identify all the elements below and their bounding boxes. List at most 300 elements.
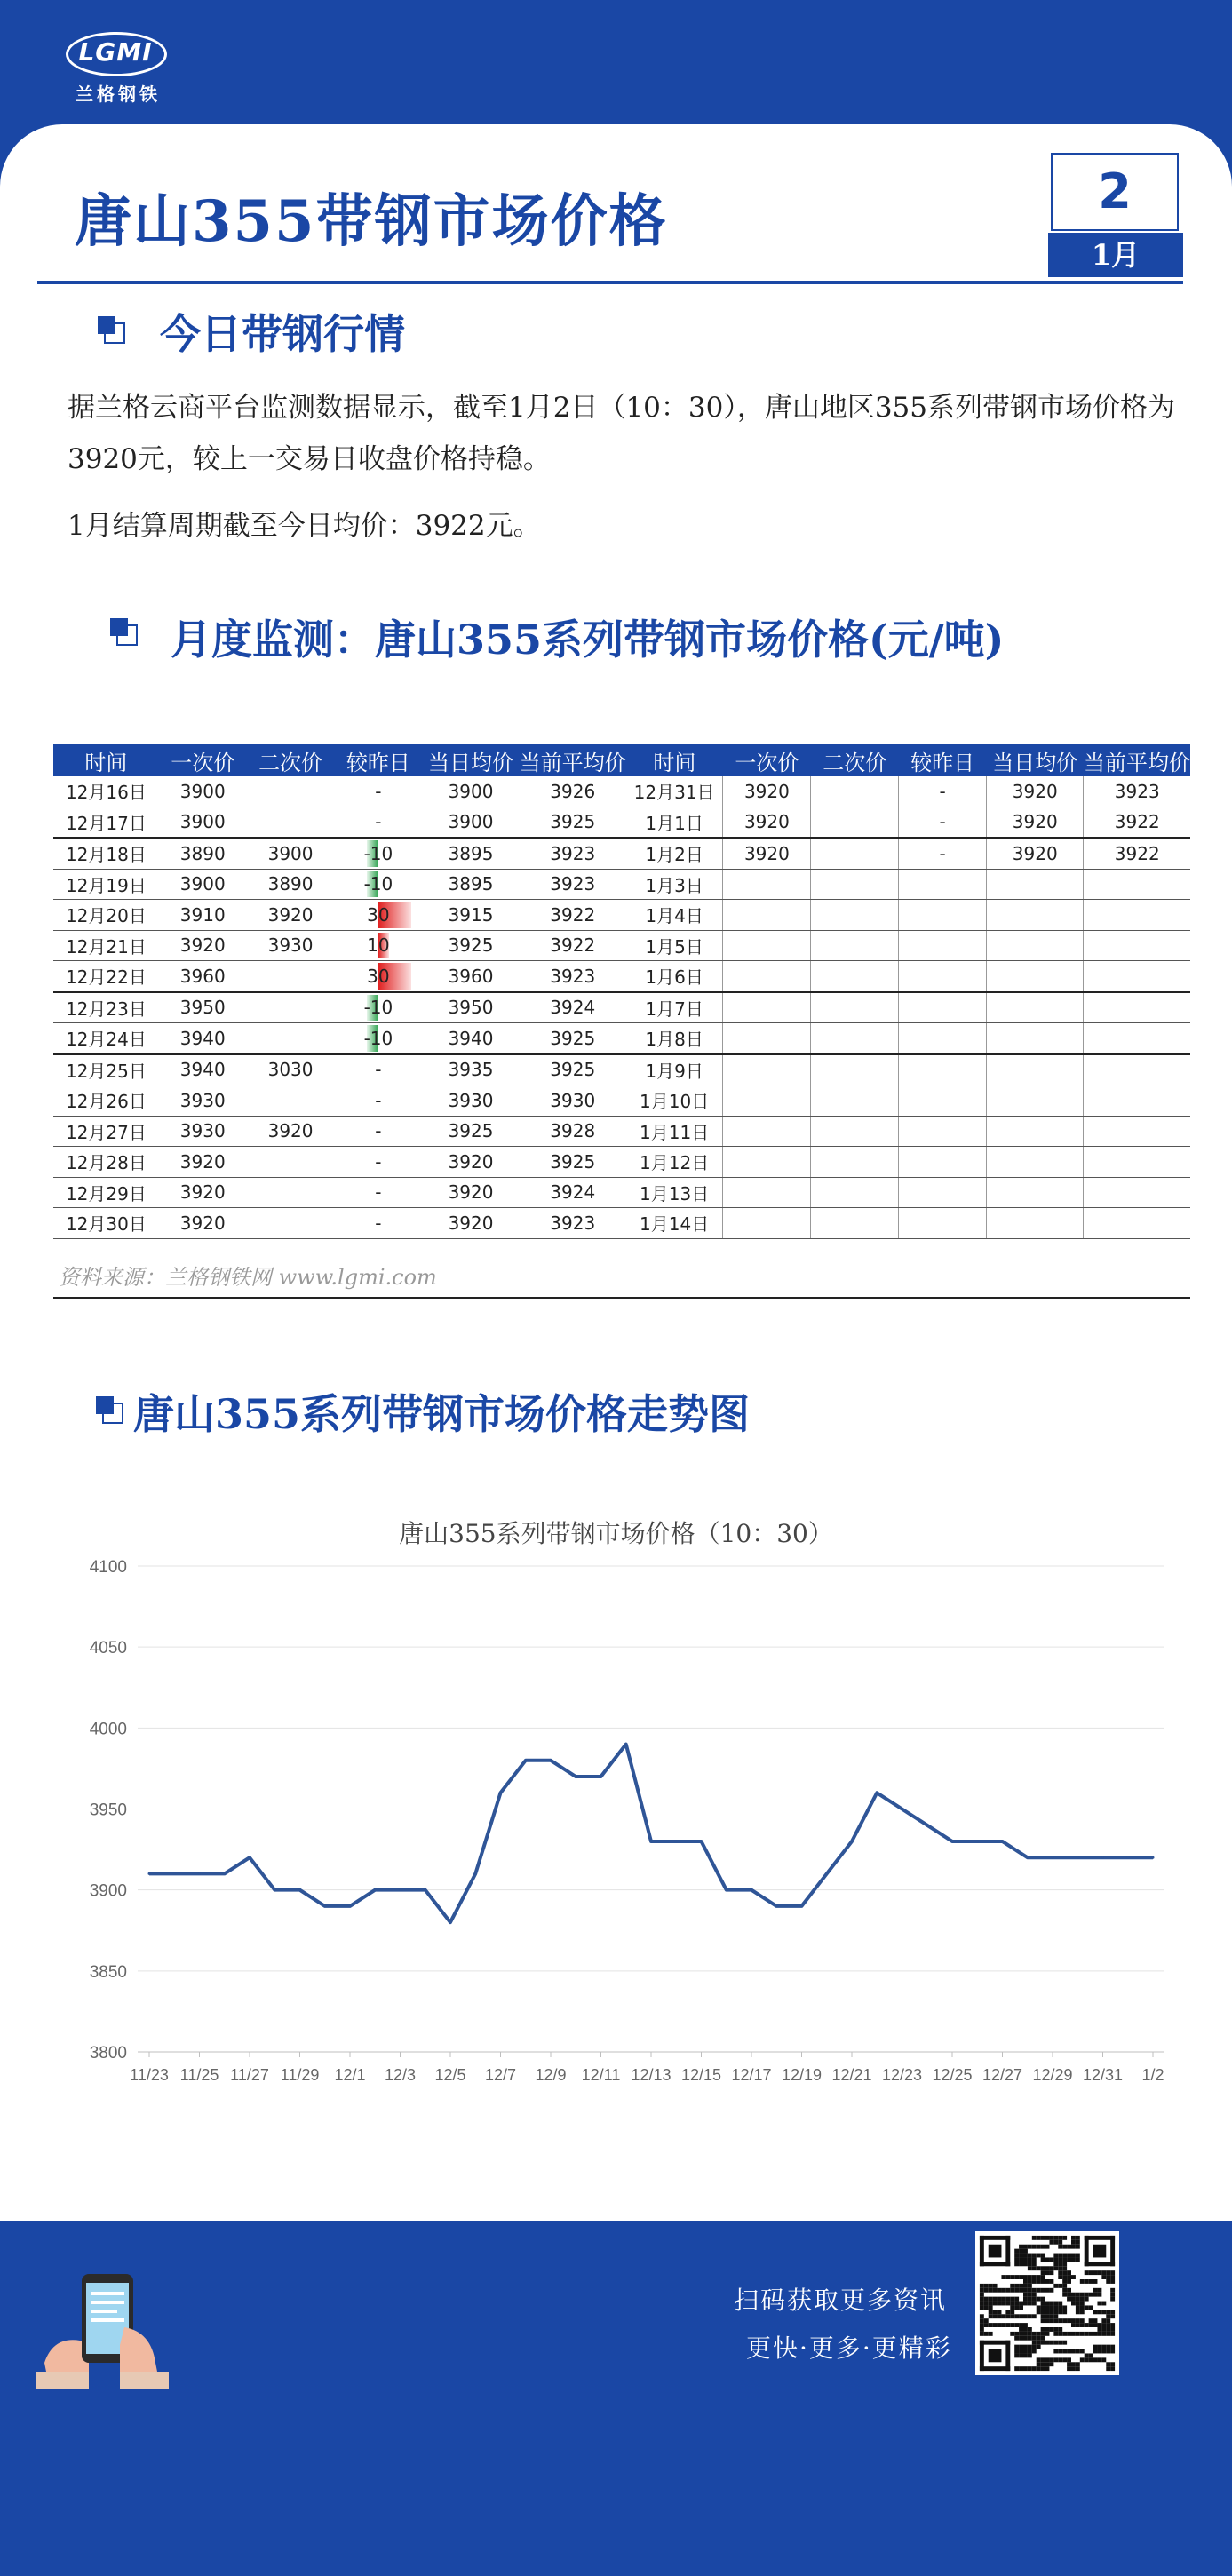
x-tick-label: 12/21 bbox=[831, 2066, 872, 2084]
x-tick-label: 11/23 bbox=[130, 2066, 169, 2084]
table-cell: 3922 bbox=[520, 930, 626, 961]
table-cell: 3920 bbox=[247, 1116, 335, 1147]
chart-title: 唐山355系列带钢市场价格（10：30） bbox=[399, 1519, 833, 1548]
table-cell: 12月25日 bbox=[53, 1054, 159, 1085]
price-point bbox=[1026, 1856, 1029, 1859]
table-row bbox=[53, 1177, 1190, 1208]
table-cell: 3900 bbox=[159, 807, 247, 838]
table-cell: 12月20日 bbox=[53, 900, 159, 931]
section-bullet-icon bbox=[98, 316, 123, 341]
table-cell: 3924 bbox=[520, 1177, 626, 1208]
table-row bbox=[53, 776, 1190, 807]
logo-text: LGMI bbox=[78, 37, 153, 67]
table-row bbox=[53, 900, 1190, 931]
price-series-line bbox=[149, 1745, 1153, 1923]
price-point bbox=[1077, 1856, 1079, 1859]
section-monthly-title: 月度监测：唐山355系列带钢市场价格(元/吨) bbox=[171, 616, 1005, 664]
section-bullet-icon bbox=[96, 1396, 121, 1421]
table-header-cell: 较昨日 bbox=[899, 744, 987, 776]
price-point bbox=[725, 1888, 727, 1891]
table-cell: - bbox=[334, 1177, 422, 1208]
table-cell: 1月9日 bbox=[626, 1054, 723, 1085]
table-cell: 3930 bbox=[520, 1085, 626, 1117]
table-cell: 3900 bbox=[159, 776, 247, 807]
table-cell bbox=[899, 1085, 987, 1117]
table-cell bbox=[723, 1177, 811, 1208]
table-cell bbox=[247, 776, 335, 807]
table-cell: 10 bbox=[334, 930, 422, 961]
table-cell: 12月16日 bbox=[53, 776, 159, 807]
table-cell: 3890 bbox=[247, 869, 335, 900]
table-cell: 1月12日 bbox=[626, 1147, 723, 1178]
qr-code-icon[interactable] bbox=[975, 2231, 1119, 2375]
table-header-cell: 当前平均价 bbox=[520, 744, 626, 776]
section-trend-title: 唐山355系列带钢市场价格走势图 bbox=[133, 1390, 751, 1438]
table-cell bbox=[899, 961, 987, 992]
price-point bbox=[926, 1824, 928, 1826]
table-cell bbox=[723, 1147, 811, 1178]
table-cell: 1月11日 bbox=[626, 1116, 723, 1147]
table-cell bbox=[723, 961, 811, 992]
x-tick-label: 12/15 bbox=[680, 2066, 722, 2084]
table-cell bbox=[811, 930, 899, 961]
table-cell: - bbox=[899, 807, 987, 838]
table-cell: 12月22日 bbox=[53, 961, 159, 992]
table-row bbox=[53, 992, 1190, 1023]
table-cell bbox=[811, 1177, 899, 1208]
price-point bbox=[1126, 1856, 1129, 1859]
table-cell bbox=[1084, 930, 1190, 961]
table-cell: -10 bbox=[334, 992, 422, 1023]
table-cell: 1月1日 bbox=[626, 807, 723, 838]
market-summary: 据兰格云商平台监测数据显示，截至1月2日（10：30），唐山地区355系列带钢市场价格为3920元，较上一交易日收盘价格持稳。 bbox=[68, 392, 1176, 475]
monthly-average: 1月结算周期截至今日均价：3922元。 bbox=[68, 510, 541, 542]
table-cell bbox=[723, 900, 811, 931]
table-cell: -10 bbox=[334, 1023, 422, 1054]
price-point bbox=[675, 1840, 678, 1842]
price-point bbox=[751, 1888, 753, 1891]
page-title: 唐山355带钢市场价格 bbox=[75, 188, 668, 255]
table-cell: 3922 bbox=[1084, 807, 1190, 838]
table-row bbox=[53, 1085, 1190, 1117]
table-cell: 3923 bbox=[520, 869, 626, 900]
table-cell bbox=[811, 1054, 899, 1085]
table-cell bbox=[987, 1116, 1084, 1147]
table-cell bbox=[899, 1208, 987, 1239]
table-cell: 3923 bbox=[520, 1208, 626, 1239]
table-cell: 3940 bbox=[159, 1023, 247, 1054]
y-tick-label: 3950 bbox=[89, 1801, 127, 1820]
table-cell bbox=[723, 1085, 811, 1117]
table-cell: 3900 bbox=[159, 869, 247, 900]
table-cell: 3930 bbox=[159, 1116, 247, 1147]
table-cell: 30 bbox=[334, 900, 422, 931]
x-tick-label: 12/25 bbox=[932, 2066, 973, 2084]
table-cell bbox=[811, 1023, 899, 1054]
y-tick-label: 4100 bbox=[89, 1558, 127, 1577]
table-cell: 3940 bbox=[422, 1023, 519, 1054]
table-cell: 1月2日 bbox=[626, 838, 723, 869]
title-divider bbox=[37, 281, 1183, 284]
table-cell: 12月24日 bbox=[53, 1023, 159, 1054]
table-cell: 3920 bbox=[987, 776, 1084, 807]
table-cell: 3915 bbox=[422, 900, 519, 931]
table-cell bbox=[1084, 900, 1190, 931]
table-cell: 1月4日 bbox=[626, 900, 723, 931]
table-cell: 1月14日 bbox=[626, 1208, 723, 1239]
table-cell bbox=[987, 900, 1084, 931]
x-tick-label: 12/11 bbox=[581, 2066, 621, 2084]
x-tick-label: 12/23 bbox=[881, 2066, 923, 2084]
price-table bbox=[53, 744, 1190, 1239]
table-cell: - bbox=[334, 1116, 422, 1147]
table-row bbox=[53, 807, 1190, 838]
table-cell bbox=[987, 1023, 1084, 1054]
table-cell bbox=[1084, 992, 1190, 1023]
footer-slogan: 更快·更多·更精彩 bbox=[746, 2334, 952, 2363]
table-cell: 3910 bbox=[159, 900, 247, 931]
price-point bbox=[148, 1872, 151, 1875]
table-cell bbox=[247, 992, 335, 1023]
date-day: 2 bbox=[1051, 153, 1179, 231]
table-header-cell: 当日均价 bbox=[422, 744, 519, 776]
table-cell bbox=[987, 1177, 1084, 1208]
table-cell bbox=[987, 930, 1084, 961]
table-cell: 3920 bbox=[247, 900, 335, 931]
price-point bbox=[499, 1792, 502, 1794]
lgmi-logo bbox=[62, 28, 169, 108]
table-cell bbox=[1084, 1085, 1190, 1117]
price-point bbox=[775, 1904, 778, 1907]
table-cell: 3920 bbox=[422, 1147, 519, 1178]
y-tick-label: 3900 bbox=[89, 1881, 127, 1901]
table-cell: 3920 bbox=[723, 838, 811, 869]
table-cell bbox=[899, 869, 987, 900]
table-cell: 1月8日 bbox=[626, 1023, 723, 1054]
table-cell: 3925 bbox=[520, 1147, 626, 1178]
table-cell: 3924 bbox=[520, 992, 626, 1023]
table-row bbox=[53, 1116, 1190, 1147]
table-cell bbox=[899, 930, 987, 961]
table-cell: 3920 bbox=[159, 1208, 247, 1239]
table-header-cell: 二次价 bbox=[811, 744, 899, 776]
table-cell bbox=[811, 838, 899, 869]
y-tick-label: 3800 bbox=[89, 2044, 127, 2063]
table-cell: 3920 bbox=[723, 807, 811, 838]
table-cell: 1月6日 bbox=[626, 961, 723, 992]
table-cell: 3926 bbox=[520, 776, 626, 807]
table-header-row bbox=[53, 744, 1190, 776]
price-point bbox=[1101, 1856, 1104, 1859]
table-cell: 3925 bbox=[422, 930, 519, 961]
table-cell: 3900 bbox=[422, 776, 519, 807]
table-cell bbox=[1084, 1208, 1190, 1239]
table-cell bbox=[811, 992, 899, 1023]
price-point bbox=[876, 1792, 878, 1794]
table-header-cell: 二次价 bbox=[247, 744, 335, 776]
table-cell: 12月17日 bbox=[53, 807, 159, 838]
table-cell bbox=[723, 1054, 811, 1085]
price-point bbox=[349, 1904, 352, 1907]
price-point bbox=[424, 1888, 426, 1891]
table-cell bbox=[987, 1085, 1084, 1117]
table-cell bbox=[811, 1208, 899, 1239]
x-tick-label: 12/1 bbox=[334, 2066, 366, 2084]
phone-in-hand-icon bbox=[36, 2256, 169, 2389]
table-cell: 12月31日 bbox=[626, 776, 723, 807]
table-cell bbox=[987, 992, 1084, 1023]
table-row bbox=[53, 1023, 1190, 1054]
table-cell: 3960 bbox=[422, 961, 519, 992]
y-tick-label: 3850 bbox=[89, 1962, 127, 1982]
table-cell bbox=[987, 1147, 1084, 1178]
table-header-cell: 较昨日 bbox=[334, 744, 422, 776]
table-cell bbox=[811, 961, 899, 992]
table-cell: 3940 bbox=[159, 1054, 247, 1085]
table-cell: 3920 bbox=[422, 1208, 519, 1239]
table-cell: 3925 bbox=[422, 1116, 519, 1147]
table-cell: 3890 bbox=[159, 838, 247, 869]
table-header-cell: 一次价 bbox=[723, 744, 811, 776]
table-cell: -10 bbox=[334, 869, 422, 900]
table-cell bbox=[723, 930, 811, 961]
price-point bbox=[274, 1888, 276, 1891]
x-tick-label: 12/17 bbox=[731, 2066, 772, 2084]
table-cell bbox=[1084, 1177, 1190, 1208]
table-row bbox=[53, 930, 1190, 961]
table-cell bbox=[811, 776, 899, 807]
table-cell bbox=[247, 1208, 335, 1239]
x-tick-label: 12/29 bbox=[1032, 2066, 1073, 2084]
y-tick-label: 4000 bbox=[89, 1720, 127, 1739]
table-cell: 1月7日 bbox=[626, 992, 723, 1023]
table-cell bbox=[1084, 961, 1190, 992]
table-cell: 3930 bbox=[422, 1085, 519, 1117]
table-cell bbox=[723, 869, 811, 900]
price-point bbox=[976, 1840, 979, 1842]
table-cell: 1月10日 bbox=[626, 1085, 723, 1117]
table-cell: 12月30日 bbox=[53, 1208, 159, 1239]
table-cell: 3920 bbox=[422, 1177, 519, 1208]
table-cell: 12月27日 bbox=[53, 1116, 159, 1147]
table-header-cell: 时间 bbox=[53, 744, 159, 776]
table-cell: 3920 bbox=[159, 1147, 247, 1178]
price-point bbox=[825, 1872, 828, 1875]
price-point bbox=[198, 1872, 201, 1875]
table-row bbox=[53, 1208, 1190, 1239]
table-cell: -10 bbox=[334, 838, 422, 869]
table-cell: 3935 bbox=[422, 1054, 519, 1085]
table-cell bbox=[247, 1023, 335, 1054]
table-body bbox=[53, 776, 1190, 1238]
table-cell: 3900 bbox=[422, 807, 519, 838]
date-month: 1月 bbox=[1048, 233, 1183, 277]
table-cell: 3895 bbox=[422, 869, 519, 900]
table-cell: 1月5日 bbox=[626, 930, 723, 961]
price-point bbox=[449, 1921, 452, 1924]
table-cell: 3928 bbox=[520, 1116, 626, 1147]
table-cell: - bbox=[899, 838, 987, 869]
table-cell bbox=[1084, 1116, 1190, 1147]
x-tick-label: 1/2 bbox=[1141, 2066, 1164, 2084]
table-row bbox=[53, 961, 1190, 992]
table-cell: 3922 bbox=[520, 900, 626, 931]
y-tick-label: 4050 bbox=[89, 1639, 127, 1658]
table-cell: 12月18日 bbox=[53, 838, 159, 869]
section-bullet-icon bbox=[110, 618, 135, 643]
table-cell bbox=[1084, 1054, 1190, 1085]
table-cell bbox=[899, 1116, 987, 1147]
price-point bbox=[173, 1872, 176, 1875]
table-cell bbox=[899, 1023, 987, 1054]
table-cell: 12月19日 bbox=[53, 869, 159, 900]
table-cell: 3900 bbox=[247, 838, 335, 869]
table-cell: 3930 bbox=[159, 1085, 247, 1117]
table-row bbox=[53, 869, 1190, 900]
table-cell: - bbox=[899, 776, 987, 807]
section-today-title: 今日带钢行情 bbox=[160, 310, 405, 358]
price-point bbox=[374, 1888, 377, 1891]
table-cell: 3925 bbox=[520, 1054, 626, 1085]
table-cell: 3920 bbox=[159, 1177, 247, 1208]
table-header-cell: 时间 bbox=[626, 744, 723, 776]
table-cell: 3920 bbox=[159, 930, 247, 961]
table-cell bbox=[723, 1116, 811, 1147]
price-point bbox=[1001, 1840, 1004, 1842]
table-cell bbox=[811, 900, 899, 931]
table-header-cell: 一次价 bbox=[159, 744, 247, 776]
table-cell: 3920 bbox=[987, 838, 1084, 869]
x-tick-label: 12/5 bbox=[434, 2066, 466, 2084]
x-tick-label: 12/3 bbox=[384, 2066, 417, 2084]
price-point bbox=[524, 1759, 527, 1761]
price-point bbox=[1052, 1856, 1054, 1859]
price-point bbox=[249, 1856, 251, 1859]
table-cell: 12月21日 bbox=[53, 930, 159, 961]
price-point bbox=[800, 1904, 803, 1907]
x-tick-label: 12/19 bbox=[781, 2066, 823, 2084]
table-cell: 12月23日 bbox=[53, 992, 159, 1023]
table-cell: 3920 bbox=[987, 807, 1084, 838]
table-cell bbox=[987, 1208, 1084, 1239]
table-cell: 3950 bbox=[422, 992, 519, 1023]
table-cell: 3895 bbox=[422, 838, 519, 869]
price-point bbox=[474, 1872, 477, 1875]
table-cell bbox=[1084, 1147, 1190, 1178]
source-divider bbox=[53, 1297, 1190, 1299]
table-cell: 3923 bbox=[1084, 776, 1190, 807]
table-cell bbox=[1084, 869, 1190, 900]
price-point bbox=[600, 1776, 602, 1778]
table-cell: - bbox=[334, 776, 422, 807]
x-tick-label: 11/29 bbox=[280, 2066, 320, 2084]
price-point bbox=[624, 1743, 627, 1745]
table-cell bbox=[811, 1085, 899, 1117]
table-cell: 3920 bbox=[723, 776, 811, 807]
x-tick-label: 11/25 bbox=[179, 2066, 219, 2084]
table-cell bbox=[899, 900, 987, 931]
price-trend-chart bbox=[0, 1510, 1232, 2576]
x-tick-label: 12/27 bbox=[982, 2066, 1023, 2084]
table-cell bbox=[247, 1085, 335, 1117]
table-cell bbox=[811, 807, 899, 838]
table-cell bbox=[899, 1054, 987, 1085]
table-cell: 3950 bbox=[159, 992, 247, 1023]
price-point bbox=[650, 1840, 653, 1842]
table-cell: - bbox=[334, 1147, 422, 1178]
table-cell bbox=[723, 1023, 811, 1054]
price-point bbox=[951, 1840, 954, 1842]
x-tick-label: 12/9 bbox=[535, 2066, 567, 2084]
data-source: 资料来源：兰格钢铁网 www.lgmi.com bbox=[59, 1265, 437, 1290]
price-point bbox=[851, 1840, 854, 1842]
table-cell: 3922 bbox=[1084, 838, 1190, 869]
table-cell: 12月28日 bbox=[53, 1147, 159, 1178]
table-cell bbox=[987, 1054, 1084, 1085]
table-cell bbox=[811, 1147, 899, 1178]
table-cell: 12月29日 bbox=[53, 1177, 159, 1208]
price-point bbox=[901, 1808, 903, 1810]
x-tick-label: 12/7 bbox=[484, 2066, 517, 2084]
table-cell: 3930 bbox=[247, 930, 335, 961]
x-tick-label: 11/27 bbox=[230, 2066, 269, 2084]
logo-cn: 兰格钢铁 bbox=[76, 83, 161, 105]
table-cell bbox=[811, 869, 899, 900]
table-cell: 3030 bbox=[247, 1054, 335, 1085]
table-cell: 12月26日 bbox=[53, 1085, 159, 1117]
table-cell: 3923 bbox=[520, 838, 626, 869]
table-row bbox=[53, 1147, 1190, 1178]
table-cell bbox=[899, 1147, 987, 1178]
table-cell bbox=[1084, 1023, 1190, 1054]
x-tick-label: 12/13 bbox=[631, 2066, 672, 2084]
table-cell bbox=[723, 992, 811, 1023]
x-tick-label: 12/31 bbox=[1082, 2066, 1124, 2084]
table-cell: 3923 bbox=[520, 961, 626, 992]
table-cell bbox=[811, 1116, 899, 1147]
price-point bbox=[399, 1888, 401, 1891]
price-point bbox=[1152, 1856, 1155, 1859]
table-cell: - bbox=[334, 807, 422, 838]
table-cell: 3925 bbox=[520, 1023, 626, 1054]
table-cell: - bbox=[334, 1085, 422, 1117]
footer-scan-text: 扫码获取更多资讯 bbox=[734, 2286, 948, 2315]
price-point bbox=[298, 1888, 301, 1891]
price-point bbox=[700, 1840, 703, 1842]
table-row bbox=[53, 838, 1190, 869]
table-header-cell: 当日均价 bbox=[987, 744, 1084, 776]
table-cell bbox=[899, 992, 987, 1023]
table-row bbox=[53, 1054, 1190, 1085]
table-cell: 1月13日 bbox=[626, 1177, 723, 1208]
price-point bbox=[575, 1776, 577, 1778]
top-band bbox=[0, 0, 1232, 133]
table-cell bbox=[247, 961, 335, 992]
price-point bbox=[550, 1759, 552, 1761]
table-cell bbox=[987, 961, 1084, 992]
table-header-cell: 当前平均价 bbox=[1084, 744, 1190, 776]
table-cell: 1月3日 bbox=[626, 869, 723, 900]
table-cell: - bbox=[334, 1054, 422, 1085]
table-cell bbox=[247, 1177, 335, 1208]
table-cell: 3960 bbox=[159, 961, 247, 992]
price-point bbox=[323, 1904, 326, 1907]
table-cell: 3925 bbox=[520, 807, 626, 838]
table-cell bbox=[247, 1147, 335, 1178]
table-cell: - bbox=[334, 1208, 422, 1239]
table-cell: 30 bbox=[334, 961, 422, 992]
table-cell bbox=[987, 869, 1084, 900]
